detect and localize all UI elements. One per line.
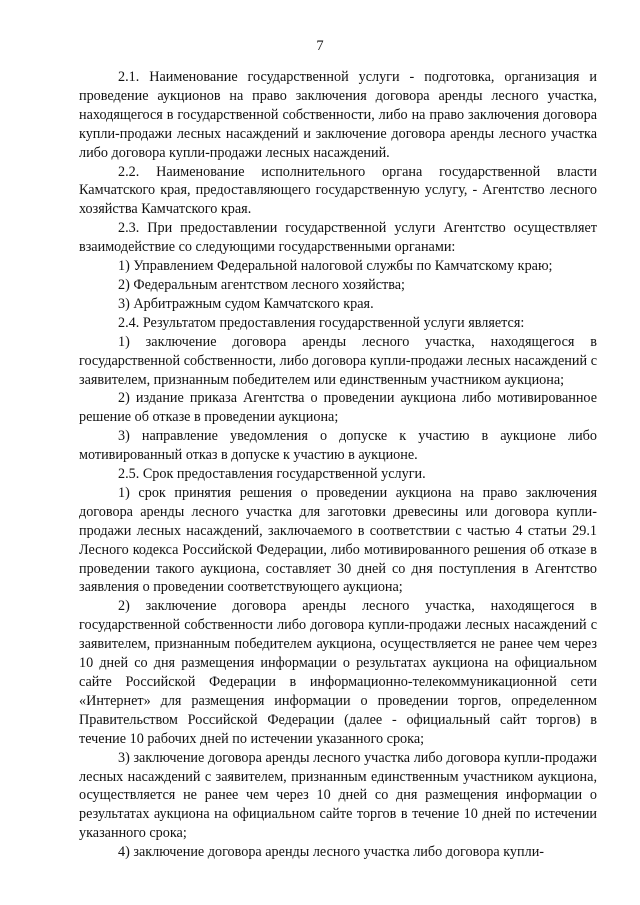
list-item-2-3-3: 3) Арбитражным судом Камчатского края. <box>118 295 374 312</box>
list-item-2-3-1: 1) Управлением Федеральной налоговой службы по Камчатскому краю; <box>118 258 553 275</box>
document-body <box>79 68 597 862</box>
list-item-2-5-4: 4) заключение договора аренды лесного участка либо договора купли- <box>118 844 545 861</box>
list-item-2-5-1: 1) срок принятия решения о проведении аукциона на право заключения договора аренды лесного участка для заготовки древесины или договора купли-продажи лесных насаждений, заключаемого в соответствии с частью 4 статьи 29.1 Лесного кодекса Российской Федерации, либо мотивированного решения об отказе в проведении такого аукциона, составляет 30 дней со дня поступления в Агентство заявления о проведении соответствующего аукциона; <box>79 484 597 596</box>
paragraph-2-3: 2.3. При предоставлении государственной услуги Агентство осуществляет взаимодействие со следующими государственными органами: <box>79 220 597 256</box>
list-item-2-3-2: 2) Федеральным агентством лесного хозяйства; <box>118 276 405 293</box>
list-item-2-5-2: 2) заключение договора аренды лесного участка, находящегося в государственной собственности либо договора купли-продажи лесных насаждений с заявителем, признанным победителем аукциона, осуществляется не ранее чем через 10 дней со дня размещения информации о результатах аукциона на официальном сайте Российской Федерации в информационно-телекоммуникационной сети «Интернет» для размещения информации о проведении торгов, определенном Правительством Российской Федерации (далее - официальный сайт торгов) в течение 10 рабочих дней по истечении указанного срока; <box>79 598 597 747</box>
paragraph-2-2: 2.2. Наименование исполнительного органа государственной власти Камчатского края, предоставляющего государственную услугу, - Агентство лесного хозяйства Камчатского края. <box>79 163 597 218</box>
paragraph-2-4: 2.4. Результатом предоставления государственной услуги является: <box>118 314 525 331</box>
paragraph-2-5: 2.5. Срок предоставления государственной услуги. <box>118 466 426 483</box>
list-item-2-4-3: 3) направление уведомления о допуске к участию в аукционе либо мотивированный отказ в допуске к участию в аукционе. <box>79 428 597 464</box>
paragraph-2-1: 2.1. Наименование государственной услуги - подготовка, организация и проведение аукционов на право заключения договора аренды лесного участка, находящегося в государственной собственности, либо на право заключения договора купли-продажи лесных насаждений и заключение договора аренды лесного участка либо договора купли-продажи лесных насаждений. <box>79 69 597 161</box>
page-number: 7 <box>316 38 324 54</box>
list-item-2-4-1: 1) заключение договора аренды лесного участка, находящегося в государственной собственности, либо договора купли-продажи лесных насаждений с заявителем, признанным победителем или единственным участником аукциона; <box>79 333 597 388</box>
list-item-2-5-3: 3) заключение договора аренды лесного участка либо договора купли-продажи лесных насаждений с заявителем, признанным единственным участником аукциона, осуществляется не ранее чем через 10 дней со дня размещения информации о результатах аукциона на официальном сайте торгов в течение 10 дней по истечении указанного срока; <box>79 749 597 842</box>
list-item-2-4-2: 2) издание приказа Агентства о проведении аукциона либо мотивированное решение об отказе в проведении аукциона; <box>79 390 597 426</box>
